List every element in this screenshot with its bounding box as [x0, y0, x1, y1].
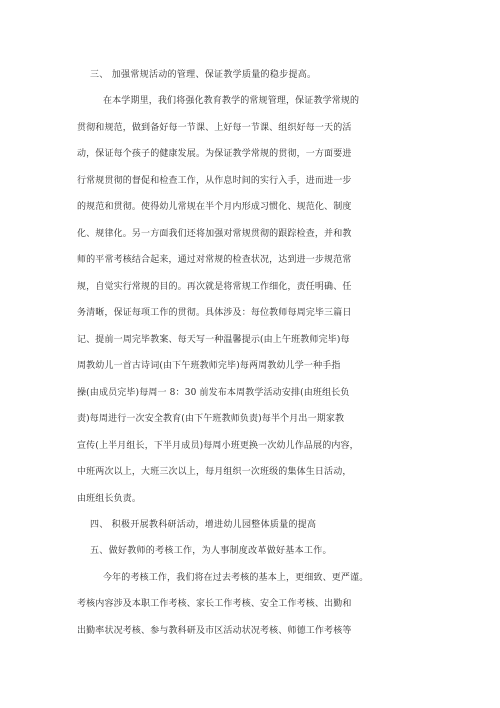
paragraph-line: 宣传(上半月组长，下半月成员)每周小班更换一次幼儿作品展的内容， — [77, 441, 359, 451]
paragraph-line: 记、提前一周完毕教案、每天写一种温馨提示(由上午班教师完毕)每 — [77, 335, 350, 345]
paragraph-line: 的规范和贯彻。使得幼儿常规在半个月内形成习惯化、规范化、制度 — [77, 202, 352, 212]
section-heading-3: 三、 加强常规活动的管理、保证教学质量的稳步提高。 — [90, 70, 317, 80]
section-heading-4: 四、 积极开展教科研活动，增进幼儿园整体质量的提高 — [90, 520, 317, 530]
paragraph-line: 今年的考核工作，我们将在过去考核的基本上，更细致、更严谨。 — [103, 573, 369, 583]
paragraph-line: 在本学期里，我们将强化教育教学的常规管理，保证教学常规的 — [103, 96, 360, 106]
paragraph-line: 中班两次以上，大班三次以上，每月组织一次班级的集体生日活动， — [77, 467, 352, 477]
section-heading-5: 五、做好教师的考核工作，为人事制度改革做好基本工作。 — [90, 546, 332, 556]
paragraph-line: 行常规贯彻的督促和检查工作，从作息时间的实行入手，进而进一步 — [77, 176, 352, 186]
paragraph-line: 务清晰，保证每项工作的贯彻。具体涉及：每位教师每周完毕三篇日 — [77, 308, 352, 318]
paragraph-line: 规，自觉实行常规的目的。再次就是将常规工作细化，责任明确、任 — [77, 282, 352, 292]
paragraph-line: 责)每周进行一次安全教育(由下午班教师负责)每半个月出一期家教 — [77, 414, 345, 424]
paragraph-line: 化、规律化。另一方面我们还将加强对常规贯彻的跟踪检查，并和教 — [77, 229, 352, 239]
paragraph-line: 考核内容涉及本职工作考核、家长工作考核、安全工作考核、出勤和 — [77, 599, 352, 609]
paragraph-line: 出勤率状况考核、参与教科研及市区活动状况考核、师德工作考核等 — [77, 626, 352, 636]
paragraph-line: 贯彻和规范，做到备好每一节课、上好每一节课、组织好每一天的活 — [77, 123, 352, 133]
paragraph-line: 周教幼儿一首古诗词(由下午班教师完毕)每两周教幼儿学一种手指 — [77, 361, 341, 371]
paragraph-line: 操(由成员完毕)每周一 8：30 前发布本周教学活动安排(由班组长负 — [77, 388, 350, 398]
paragraph-line: 师的平常考核结合起来，通过对常规的检查状况，达到进一步规范常 — [77, 255, 352, 265]
paragraph-line: 由班组长负责。 — [77, 494, 142, 504]
paragraph-line: 动，保证每个孩子的健康发展。为保证教学常规的贯彻，一方面要进 — [77, 149, 352, 159]
